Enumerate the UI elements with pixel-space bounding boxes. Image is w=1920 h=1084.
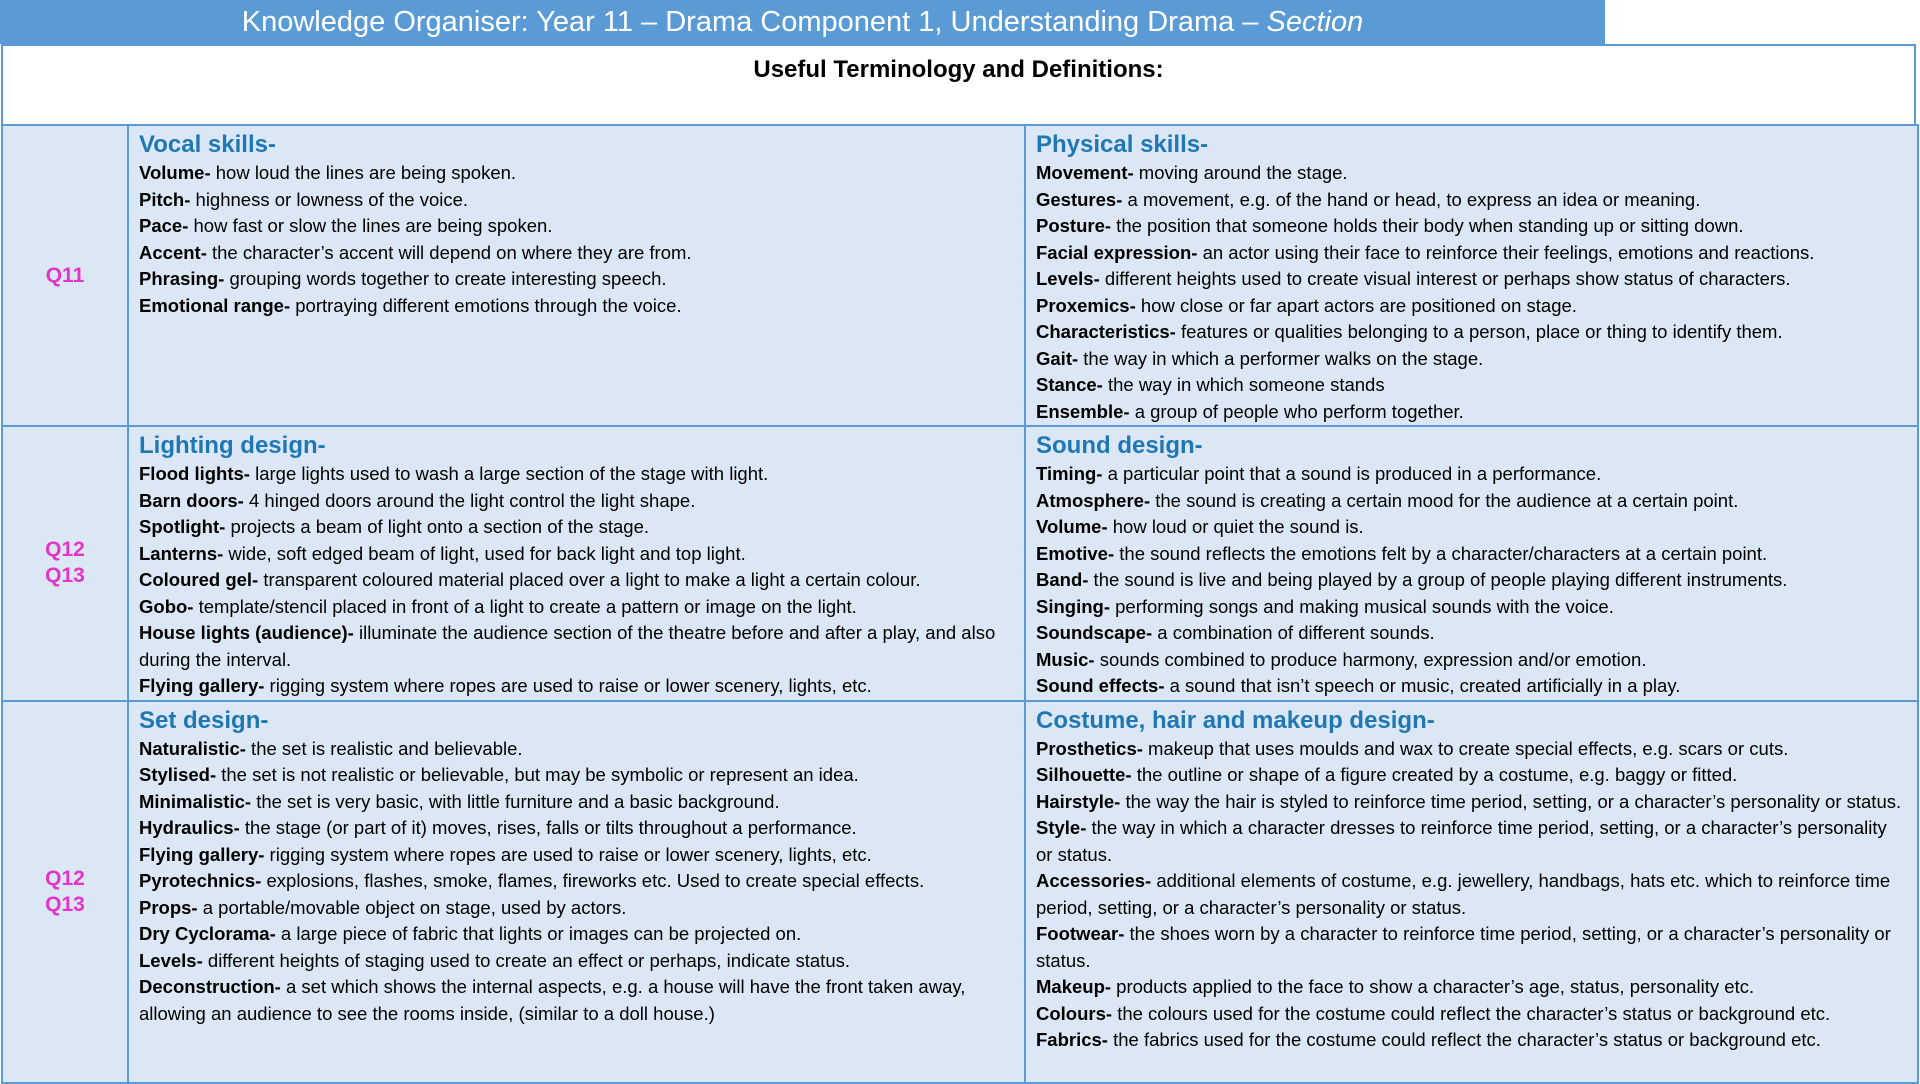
- list-item: [139, 514, 1014, 541]
- term-definition: the set is very basic, with little furniture and a basic background.: [251, 790, 780, 812]
- term-name: Volume-: [1036, 516, 1108, 537]
- terminology-table: [1, 124, 1919, 1084]
- list-item: [1036, 974, 1907, 1001]
- term-name: Pitch-: [139, 188, 191, 210]
- term-name: Gait-: [1036, 347, 1079, 369]
- list-item: [1036, 372, 1907, 399]
- section-title: Costume, hair and makeup design-: [1036, 706, 1435, 734]
- section-cell: [128, 426, 1025, 701]
- list-item: [1036, 187, 1907, 214]
- question-cell: [2, 426, 128, 701]
- term-name: Atmosphere-: [1036, 489, 1151, 511]
- term-definition: an actor using their face to reinforce their feelings, emotions and reactions.: [1197, 241, 1815, 263]
- term-definition: different heights used to create visual interest or perhaps show status of characters.: [1099, 268, 1791, 289]
- term-name: Deconstruction-: [139, 976, 281, 997]
- term-definition: the way in which a character dresses to reinforce time period, setting, or a character’s personality or status.: [1036, 817, 1887, 865]
- section-title: Physical skills-: [1036, 131, 1209, 158]
- list-item: [139, 187, 1014, 214]
- list-item: [139, 240, 1014, 267]
- term-name: Characteristics-: [1036, 321, 1176, 342]
- term-name: Footwear-: [1036, 923, 1125, 944]
- term-definition: moving around the stage.: [1133, 162, 1348, 183]
- list-item: [1036, 921, 1907, 974]
- term-name: Minimalistic-: [139, 790, 252, 812]
- section-cell: [1025, 426, 1918, 701]
- list-item: [139, 213, 1014, 240]
- term-definition: performing songs and making musical sounds with the voice.: [1109, 595, 1614, 617]
- term-definition: the way in which someone stands: [1102, 374, 1385, 395]
- term-name: Volume-: [139, 162, 211, 183]
- list-item: [1036, 213, 1907, 240]
- list-item: [139, 567, 1014, 594]
- question-cell: [2, 701, 128, 1083]
- term-name: Naturalistic-: [139, 737, 246, 759]
- term-name: Makeup-: [1036, 976, 1112, 997]
- term-name: Lanterns-: [139, 542, 224, 564]
- list-item: [1036, 514, 1907, 541]
- list-item: [139, 461, 1014, 488]
- list-item: [139, 815, 1014, 842]
- term-definition: transparent coloured material placed over a light to make a light a certain colour.: [258, 569, 921, 590]
- term-definition: a set which shows the internal aspects, e.g. a house will have the front taken away, allowing an audience to see the rooms inside, (similar to a doll house.): [139, 976, 966, 1024]
- term-definition: the set is realistic and believable.: [245, 737, 523, 759]
- term-name: Movement-: [1036, 162, 1134, 183]
- list-item: [139, 541, 1014, 568]
- list-item: [139, 948, 1014, 975]
- term-definition: the way in which a performer walks on the stage.: [1078, 347, 1484, 369]
- term-name: Gobo-: [139, 595, 194, 617]
- term-name: Flood lights-: [139, 463, 250, 484]
- term-definition: 4 hinged doors around the light control the light shape.: [243, 489, 696, 511]
- term-name: Style-: [1036, 817, 1087, 838]
- term-definition: grouping words together to create interesting speech.: [224, 268, 667, 289]
- list-item: [139, 673, 1014, 700]
- list-item: [1036, 541, 1907, 568]
- term-name: Band-: [1036, 569, 1089, 590]
- term-definition: the way the hair is styled to reinforce time period, setting, or a character’s personality or status.: [1120, 790, 1902, 812]
- term-definition: the shoes worn by a character to reinforce time period, setting, or a character’s personality or status.: [1036, 923, 1891, 971]
- term-definition: wide, soft edged beam of light, used for back light and top light.: [223, 542, 746, 564]
- title-text: Knowledge Organiser: Year 11 – Drama Component 1, Understanding Drama –: [241, 6, 1259, 38]
- term-name: Gestures-: [1036, 188, 1123, 210]
- list-item: [1036, 868, 1907, 921]
- list-item: [139, 842, 1014, 869]
- term-name: Phrasing-: [139, 268, 225, 289]
- term-name: Levels-: [1036, 268, 1100, 289]
- question-label: Q11: [45, 263, 85, 287]
- subheading-box: [1, 44, 1916, 124]
- title-italic: Section: [1266, 6, 1364, 38]
- question-label: Q13: [45, 892, 85, 916]
- term-definition: products applied to the face to show a character’s age, status, personality etc.: [1111, 976, 1755, 997]
- term-name: Hydraulics-: [139, 817, 240, 838]
- list-item: [1036, 647, 1907, 674]
- list-item: [139, 293, 1014, 320]
- term-name: Silhouette-: [1036, 764, 1132, 785]
- subheading: Useful Terminology and Definitions:: [753, 56, 1164, 83]
- term-definition: how close or far apart actors are positioned on stage.: [1135, 294, 1577, 316]
- list-item: [139, 736, 1014, 763]
- term-definition: a large piece of fabric that lights or images can be projected on.: [275, 923, 802, 944]
- list-item: [1036, 567, 1907, 594]
- table-row: [2, 426, 1918, 701]
- term-name: Flying gallery-: [139, 843, 265, 865]
- question-cell: [2, 125, 128, 426]
- list-item: [1036, 789, 1907, 816]
- term-definition: a particular point that a sound is produced in a performance.: [1102, 463, 1602, 484]
- term-definition: the fabrics used for the costume could reflect the character’s status or background etc.: [1107, 1029, 1821, 1050]
- term-definition: a combination of different sounds.: [1152, 622, 1435, 643]
- term-definition: features or qualities belonging to a person, place or thing to identify them.: [1175, 321, 1783, 342]
- list-item: [139, 160, 1014, 187]
- term-definition: a sound that isn’t speech or music, created artificially in a play.: [1164, 675, 1681, 696]
- list-item: [1036, 673, 1907, 700]
- term-definition: portraying different emotions through the voice.: [290, 294, 682, 316]
- term-name: Hairstyle-: [1036, 790, 1121, 812]
- term-name: Facial expression-: [1036, 241, 1198, 263]
- term-name: Singing-: [1036, 595, 1110, 617]
- list-item: [139, 620, 1014, 673]
- page-title: [0, 0, 1605, 44]
- list-item: [1036, 594, 1907, 621]
- list-item: [139, 895, 1014, 922]
- list-item: [1036, 736, 1907, 763]
- term-definition: additional elements of costume, e.g. jewellery, handbags, hats etc. which to reinforce time period, setting, or a character’s personality or status.: [1036, 870, 1891, 918]
- term-name: Soundscape-: [1036, 622, 1153, 643]
- term-name: Prosthetics-: [1036, 737, 1143, 759]
- term-name: Coloured gel-: [139, 569, 259, 590]
- term-definition: sounds combined to produce harmony, expression and/or emotion.: [1094, 648, 1647, 670]
- term-definition: different heights of staging used to create an effect or perhaps, indicate status.: [202, 949, 850, 971]
- term-definition: rigging system where ropes are used to raise or lower scenery, lights, etc.: [264, 843, 872, 865]
- term-definition: how loud or quiet the sound is.: [1107, 516, 1364, 537]
- question-label: Q12: [45, 538, 85, 562]
- question-label: Q12: [45, 866, 85, 890]
- list-item: [139, 921, 1014, 948]
- term-definition: template/stencil placed in front of a light to create a pattern or image on the light.: [193, 595, 857, 617]
- list-item: [1036, 762, 1907, 789]
- list-item: [139, 789, 1014, 816]
- term-name: Pace-: [139, 215, 189, 236]
- term-definition: the position that someone holds their body when standing up or sitting down.: [1111, 215, 1744, 236]
- term-name: Levels-: [139, 949, 203, 971]
- list-item: [139, 762, 1014, 789]
- term-definition: how loud the lines are being spoken.: [210, 162, 517, 183]
- term-name: Posture-: [1036, 215, 1112, 236]
- list-item: [1036, 346, 1907, 373]
- term-definition: the character’s accent will depend on where they are from.: [206, 241, 692, 263]
- list-item: [139, 594, 1014, 621]
- term-definition: projects a beam of light onto a section of the stage.: [225, 516, 650, 537]
- section-title: Vocal skills-: [139, 131, 276, 158]
- term-definition: makeup that uses moulds and wax to create special effects, e.g. scars or cuts.: [1142, 737, 1789, 759]
- term-definition: illuminate the audience section of the theatre before and after a play, and also during the interval.: [139, 622, 996, 670]
- term-name: Spotlight-: [139, 516, 226, 537]
- section-title: Sound design-: [1036, 432, 1203, 459]
- question-label: Q13: [45, 564, 85, 588]
- list-item: [1036, 319, 1907, 346]
- term-name: Timing-: [1036, 463, 1103, 484]
- term-name: Music-: [1036, 648, 1095, 670]
- section-cell: [128, 701, 1025, 1083]
- term-name: Accent-: [139, 241, 207, 263]
- term-definition: a group of people who perform together.: [1129, 400, 1464, 422]
- list-item: [139, 266, 1014, 293]
- table-row: [2, 125, 1918, 426]
- term-definition: the sound is creating a certain mood for the audience at a certain point.: [1150, 489, 1739, 511]
- term-definition: explosions, flashes, smoke, flames, fireworks etc. Used to create special effects.: [261, 870, 925, 891]
- list-item: [1036, 160, 1907, 187]
- term-definition: the outline or shape of a figure created by a costume, e.g. baggy or fitted.: [1131, 764, 1738, 785]
- list-item: [139, 868, 1014, 895]
- term-name: Fabrics-: [1036, 1029, 1108, 1050]
- term-name: Stylised-: [139, 764, 217, 785]
- section-title: Set design-: [139, 706, 269, 734]
- section-cell: [128, 125, 1025, 426]
- list-item: [1036, 266, 1907, 293]
- list-item: [1036, 399, 1907, 426]
- list-item: [139, 974, 1014, 1027]
- term-name: Accessories-: [1036, 870, 1152, 891]
- term-definition: how fast or slow the lines are being spoken.: [188, 215, 553, 236]
- list-item: [1036, 488, 1907, 515]
- list-item: [1036, 1001, 1907, 1028]
- table-row: [2, 701, 1918, 1083]
- list-item: [1036, 293, 1907, 320]
- term-name: Pyrotechnics-: [139, 870, 262, 891]
- section-cell: [1025, 125, 1918, 426]
- term-name: Stance-: [1036, 374, 1103, 395]
- section-cell: [1025, 701, 1918, 1083]
- list-item: [139, 488, 1014, 515]
- term-name: Ensemble-: [1036, 400, 1130, 422]
- term-name: Emotive-: [1036, 542, 1115, 564]
- list-item: [1036, 461, 1907, 488]
- term-name: Sound effects-: [1036, 675, 1165, 696]
- term-name: Emotional range-: [139, 294, 291, 316]
- term-definition: the stage (or part of it) moves, rises, falls or tilts throughout a performance.: [239, 817, 857, 838]
- term-name: Flying gallery-: [139, 675, 265, 696]
- term-name: Barn doors-: [139, 489, 244, 511]
- term-definition: a portable/movable object on stage, used by actors.: [197, 896, 627, 918]
- term-definition: rigging system where ropes are used to raise or lower scenery, lights, etc.: [264, 675, 872, 696]
- term-definition: the set is not realistic or believable, but may be symbolic or represent an idea.: [216, 764, 859, 785]
- term-name: Props-: [139, 896, 198, 918]
- list-item: [1036, 1027, 1907, 1054]
- term-name: Colours-: [1036, 1002, 1113, 1024]
- term-definition: the sound reflects the emotions felt by a character/characters at a certain point.: [1114, 542, 1768, 564]
- term-definition: large lights used to wash a large section of the stage with light.: [249, 463, 769, 484]
- term-definition: highness or lowness of the voice.: [190, 188, 469, 210]
- term-definition: the sound is live and being played by a group of people playing different instruments.: [1088, 569, 1788, 590]
- term-definition: the colours used for the costume could reflect the character’s status or background etc.: [1112, 1002, 1831, 1024]
- term-name: House lights (audience)-: [139, 622, 354, 643]
- term-definition: a movement, e.g. of the hand or head, to express an idea or meaning.: [1122, 188, 1701, 210]
- term-name: Proxemics-: [1036, 294, 1136, 316]
- list-item: [1036, 240, 1907, 267]
- section-title: Lighting design-: [139, 432, 326, 459]
- list-item: [1036, 620, 1907, 647]
- list-item: [1036, 815, 1907, 868]
- term-name: Dry Cyclorama-: [139, 923, 276, 944]
